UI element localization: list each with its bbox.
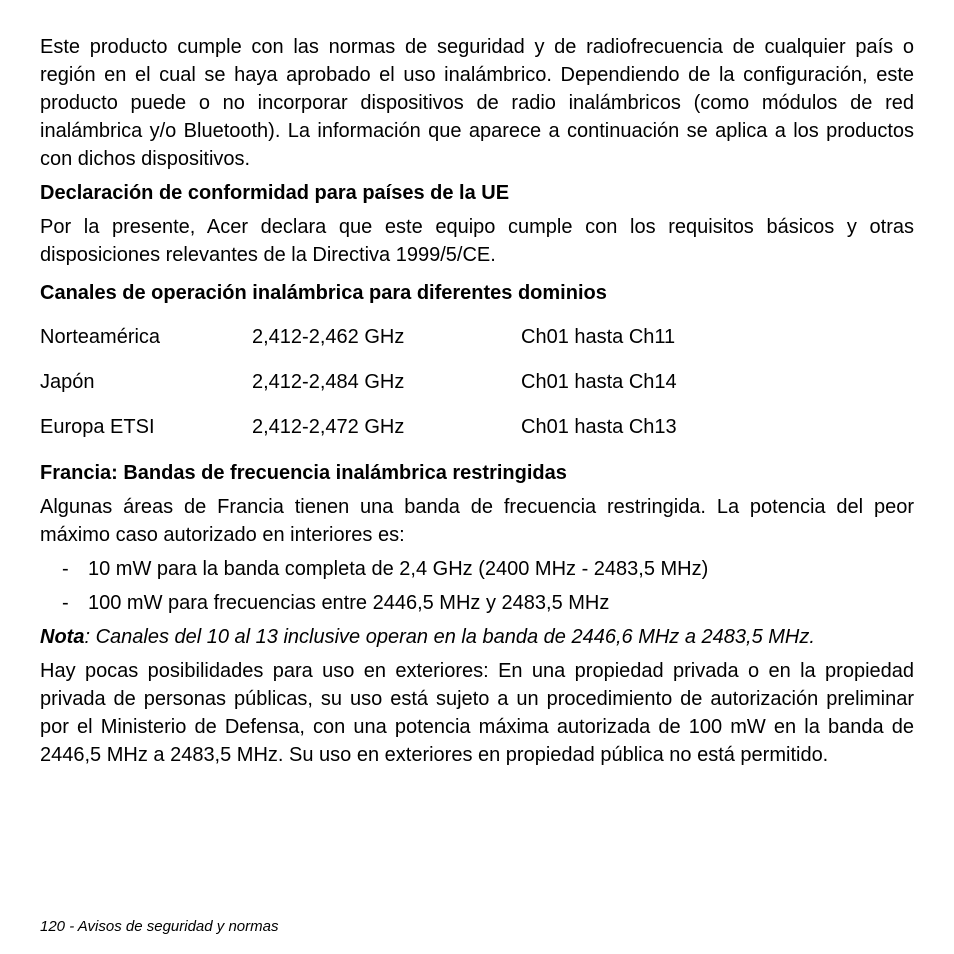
dash-bullet: - [62, 558, 69, 580]
eu-heading: Declaración de conformidad para países de la UE [40, 182, 510, 204]
band-cell: 2,412-2,472 GHz [252, 416, 405, 438]
channels-heading: Canales de operación inalámbrica para diferentes dominios [40, 282, 607, 304]
table-row [40, 323, 914, 351]
table-row [40, 368, 914, 396]
table-row [40, 413, 914, 441]
power-limits-list [40, 555, 914, 617]
channels-cell: Ch01 hasta Ch13 [521, 416, 677, 438]
channels-table [40, 323, 914, 441]
note-label: Nota [40, 626, 85, 648]
channels-cell: Ch01 hasta Ch14 [521, 371, 677, 393]
list-item [40, 589, 914, 617]
region-cell: Japón [40, 371, 95, 393]
outdoor-paragraph: Hay pocas posibilidades para uso en exteriores: En una propiedad privada o en la propiedad privada de personas públicas, su uso está sujeto a un procedimiento de autorización preliminar por el Ministerio de Defensa, con una potencia máxima autorizada de 100 mW en la banda de 2446,5 MHz a 2483,5 MHz. Su uso en exteriores en propiedad pública no está permitido. [40, 660, 914, 766]
dash-bullet: - [62, 592, 69, 614]
document-page [40, 33, 914, 769]
list-item-text: 10 mW para la banda completa de 2,4 GHz (2400 MHz - 2483,5 MHz) [88, 558, 709, 580]
note-text: : Canales del 10 al 13 inclusive operan en la banda de 2446,6 MHz a 2483,5 MHz. [84, 626, 815, 648]
france-paragraph: Algunas áreas de Francia tienen una banda de frecuencia restringida. La potencia del peor máximo caso autorizado en interiores es: [40, 496, 914, 546]
page-footer: 120 - Avisos de seguridad y normas [40, 918, 279, 935]
band-cell: 2,412-2,462 GHz [252, 326, 405, 348]
region-cell: Europa ETSI [40, 416, 155, 438]
region-cell: Norteamérica [40, 326, 161, 348]
list-item [40, 555, 914, 583]
intro-paragraph: Este producto cumple con las normas de seguridad y de radiofrecuencia de cualquier país o región en el cual se haya aprobado el uso inalámbrico. Dependiendo de la configuración, este producto puede o no incorporar dispositivos de radio inalámbricos (como módulos de red inalámbrica y/o Bluetooth). La información que aparece a continuación se aplica a los productos con dichos dispositivos. [40, 36, 914, 170]
france-heading: Francia: Bandas de frecuencia inalámbrica restringidas [40, 462, 567, 484]
eu-paragraph: Por la presente, Acer declara que este equipo cumple con los requisitos básicos y otras disposiciones relevantes de la Directiva 1999/5/CE. [40, 216, 914, 266]
channels-cell: Ch01 hasta Ch11 [521, 326, 676, 348]
list-item-text: 100 mW para frecuencias entre 2446,5 MHz y 2483,5 MHz [88, 592, 610, 614]
band-cell: 2,412-2,484 GHz [252, 371, 405, 393]
note-paragraph [40, 623, 914, 651]
